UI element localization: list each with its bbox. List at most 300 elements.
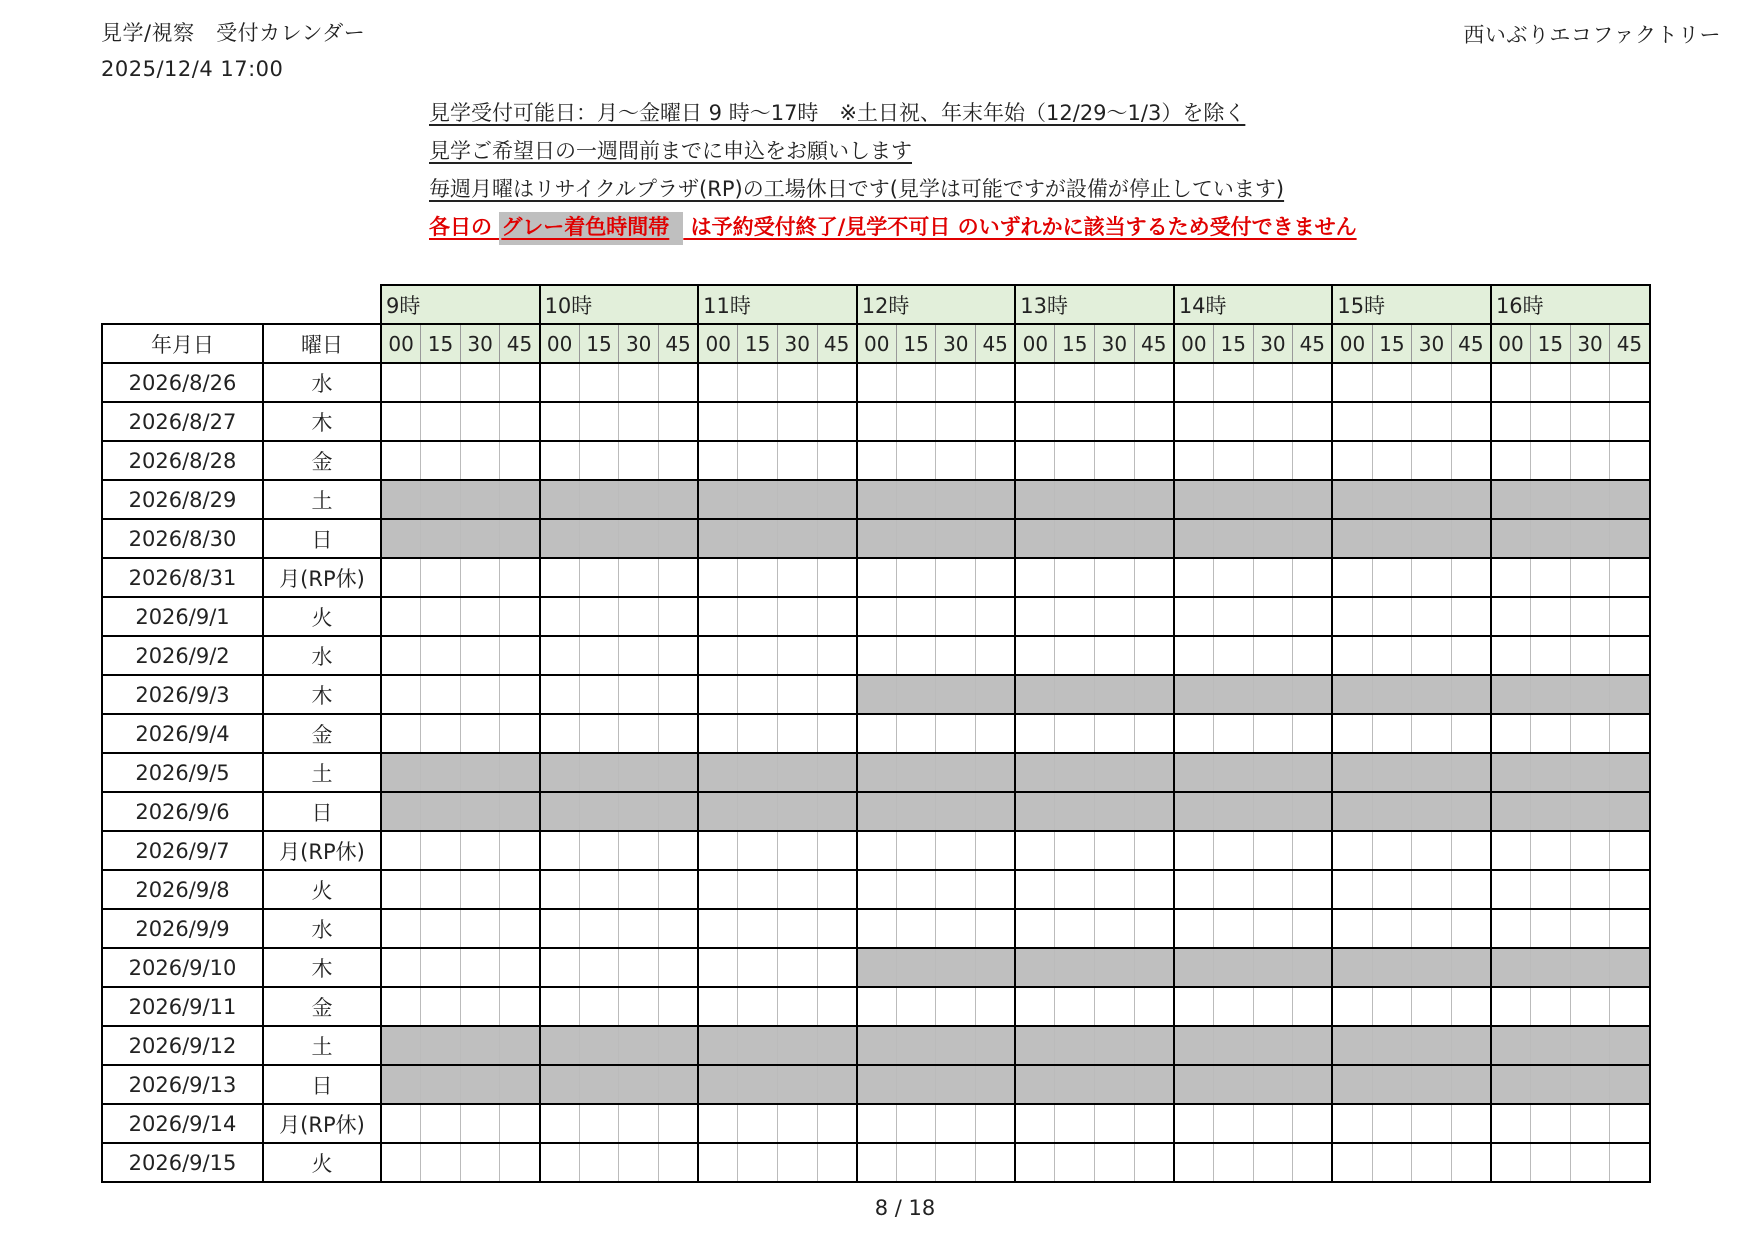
open-slot [1174,441,1214,480]
closed-slot [381,1065,421,1104]
open-slot [1293,636,1333,675]
open-slot [619,987,659,1026]
closed-slot [698,519,738,558]
date-cell: 2026/9/13 [102,1065,263,1104]
open-slot [1570,441,1610,480]
closed-slot [1570,792,1610,831]
closed-slot [1293,1065,1333,1104]
open-slot [381,714,421,753]
open-slot [460,714,500,753]
open-slot [1055,402,1095,441]
open-slot [381,831,421,870]
closed-slot [777,480,817,519]
open-slot [619,363,659,402]
date-cell: 2026/9/12 [102,1026,263,1065]
open-slot [777,1104,817,1143]
open-slot [1451,1143,1491,1182]
open-slot [460,909,500,948]
open-slot [857,402,897,441]
closed-slot [1253,792,1293,831]
open-slot [777,870,817,909]
closed-slot [1015,1026,1055,1065]
open-slot [896,597,936,636]
closed-slot [738,519,778,558]
open-slot [1095,1104,1135,1143]
open-slot [460,597,500,636]
open-slot [1174,870,1214,909]
closed-slot [976,675,1016,714]
closed-slot [936,948,976,987]
open-slot [579,597,619,636]
open-slot [738,714,778,753]
closed-slot [857,1026,897,1065]
closed-slot [500,1026,540,1065]
open-slot [1531,636,1571,675]
closed-slot [579,792,619,831]
open-slot [1134,441,1174,480]
open-slot [777,402,817,441]
open-slot [658,363,698,402]
open-slot [857,636,897,675]
open-slot [1253,636,1293,675]
open-slot [1570,870,1610,909]
open-slot [1055,441,1095,480]
open-slot [1293,558,1333,597]
open-slot [1412,909,1452,948]
open-slot [1174,597,1214,636]
table-row [102,363,1650,402]
open-slot [777,714,817,753]
open-slot [698,1143,738,1182]
page-number: 8 / 18 [874,1196,936,1220]
open-slot [1531,402,1571,441]
open-slot [1134,363,1174,402]
open-slot [381,441,421,480]
notice-grey-closed [429,211,1357,241]
closed-slot [777,1026,817,1065]
open-slot [540,1143,580,1182]
open-slot [658,987,698,1026]
open-slot [619,714,659,753]
open-slot [1055,987,1095,1026]
closed-slot [1015,792,1055,831]
open-slot [1570,558,1610,597]
closed-slot [1015,753,1055,792]
open-slot [1253,870,1293,909]
closed-slot [658,1026,698,1065]
open-slot [1134,714,1174,753]
open-slot [500,402,540,441]
open-slot [1055,1104,1095,1143]
closed-slot [500,480,540,519]
open-slot [1174,1143,1214,1182]
closed-slot [1412,1026,1452,1065]
closed-slot [896,792,936,831]
closed-slot [1412,1065,1452,1104]
open-slot [1610,441,1650,480]
open-slot [1095,441,1135,480]
open-slot [777,363,817,402]
open-slot [1332,1104,1372,1143]
closed-slot [857,948,897,987]
open-slot [421,675,461,714]
open-slot [1332,1143,1372,1182]
open-slot [1253,831,1293,870]
closed-slot [1610,753,1650,792]
closed-slot [698,753,738,792]
closed-slot [1055,753,1095,792]
open-slot [579,870,619,909]
open-slot [1610,714,1650,753]
table-row [102,1065,1650,1104]
open-slot [658,831,698,870]
closed-slot [1412,792,1452,831]
open-slot [1451,636,1491,675]
closed-slot [1332,1065,1372,1104]
closed-slot [1531,675,1571,714]
closed-slot [381,753,421,792]
open-slot [1531,558,1571,597]
open-slot [1451,831,1491,870]
minute-header: 45 [1293,324,1333,363]
open-slot [1095,636,1135,675]
closed-slot [1491,792,1531,831]
closed-slot [1015,519,1055,558]
closed-slot [698,480,738,519]
closed-slot [619,1026,659,1065]
closed-slot [1213,1065,1253,1104]
open-slot [817,636,857,675]
open-slot [500,714,540,753]
minute-header-row [102,324,1650,363]
open-slot [936,714,976,753]
open-slot [1451,1104,1491,1143]
closed-slot [619,480,659,519]
open-slot [421,831,461,870]
open-slot [658,441,698,480]
closed-slot [896,753,936,792]
open-slot [1055,714,1095,753]
open-slot [1293,1143,1333,1182]
minute-header: 15 [1213,324,1253,363]
closed-slot [936,792,976,831]
open-slot [1570,1143,1610,1182]
date-column-header: 年月日 [102,324,263,363]
minute-header: 45 [500,324,540,363]
open-slot [1253,558,1293,597]
closed-slot [738,480,778,519]
closed-slot [1491,753,1531,792]
open-slot [500,597,540,636]
date-cell: 2026/9/4 [102,714,263,753]
closed-slot [1372,753,1412,792]
weekday-cell: 金 [263,987,381,1026]
open-slot [500,441,540,480]
open-slot [1174,402,1214,441]
open-slot [619,675,659,714]
closed-slot [1451,948,1491,987]
open-slot [936,597,976,636]
closed-slot [1372,948,1412,987]
open-slot [579,402,619,441]
open-slot [1372,558,1412,597]
open-slot [1253,597,1293,636]
minute-header: 15 [1372,324,1412,363]
closed-slot [1095,675,1135,714]
date-cell: 2026/8/26 [102,363,263,402]
open-slot [976,714,1016,753]
open-slot [1412,987,1452,1026]
closed-slot [1134,1026,1174,1065]
weekday-cell: 月(RP休) [263,558,381,597]
open-slot [1332,402,1372,441]
open-slot [619,1143,659,1182]
closed-slot [540,753,580,792]
date-cell: 2026/9/7 [102,831,263,870]
closed-slot [1491,948,1531,987]
open-slot [857,1143,897,1182]
table-row [102,441,1650,480]
minute-header: 15 [738,324,778,363]
minute-header: 30 [619,324,659,363]
closed-slot [1451,480,1491,519]
closed-slot [1293,675,1333,714]
closed-slot [1293,753,1333,792]
open-slot [1055,831,1095,870]
open-slot [1610,558,1650,597]
open-slot [421,870,461,909]
weekday-cell: 木 [263,675,381,714]
hour-header: 10時 [540,285,699,324]
open-slot [1491,831,1531,870]
open-slot [1055,636,1095,675]
closed-slot [1531,1026,1571,1065]
open-slot [1531,909,1571,948]
date-cell: 2026/8/31 [102,558,263,597]
open-slot [738,597,778,636]
open-slot [500,870,540,909]
closed-slot [1174,753,1214,792]
open-slot [1095,558,1135,597]
closed-slot [777,753,817,792]
open-slot [1134,558,1174,597]
open-slot [857,441,897,480]
open-slot [1451,714,1491,753]
open-slot [738,870,778,909]
open-slot [1213,441,1253,480]
open-slot [817,870,857,909]
closed-slot [619,792,659,831]
open-slot [936,558,976,597]
notice-apply-deadline: 見学ご希望日の一週間前までに申込をお願いします [429,139,912,163]
open-slot [976,558,1016,597]
open-slot [540,714,580,753]
closed-slot [1610,480,1650,519]
open-slot [1213,1104,1253,1143]
open-slot [540,558,580,597]
open-slot [1372,831,1412,870]
open-slot [381,909,421,948]
closed-slot [500,792,540,831]
open-slot [1372,1143,1412,1182]
date-cell: 2026/9/14 [102,1104,263,1143]
closed-slot [1293,519,1333,558]
closed-slot [381,519,421,558]
closed-slot [1293,948,1333,987]
open-slot [579,675,619,714]
open-slot [1293,714,1333,753]
open-slot [857,909,897,948]
minute-header: 45 [976,324,1016,363]
closed-slot [1134,480,1174,519]
closed-slot [460,792,500,831]
closed-slot [1491,1026,1531,1065]
open-slot [658,714,698,753]
date-cell: 2026/9/1 [102,597,263,636]
open-slot [698,1104,738,1143]
closed-slot [1134,675,1174,714]
closed-slot [936,675,976,714]
weekday-cell: 火 [263,870,381,909]
closed-slot [1372,675,1412,714]
open-slot [857,870,897,909]
open-slot [1134,597,1174,636]
open-slot [1451,909,1491,948]
open-slot [896,831,936,870]
open-slot [1412,1143,1452,1182]
open-slot [1015,870,1055,909]
weekday-cell: 金 [263,441,381,480]
notice-grey-post: は予約受付終了/見学不可日 のいずれかに該当するため受付できません [683,215,1357,239]
closed-slot [1491,519,1531,558]
closed-slot [976,948,1016,987]
minute-header: 00 [381,324,421,363]
open-slot [1134,870,1174,909]
open-slot [421,441,461,480]
open-slot [936,1143,976,1182]
open-slot [421,597,461,636]
open-slot [579,909,619,948]
closed-slot [1015,948,1055,987]
open-slot [421,1104,461,1143]
open-slot [698,870,738,909]
open-slot [698,363,738,402]
weekday-cell: 水 [263,909,381,948]
closed-slot [1332,753,1372,792]
open-slot [936,441,976,480]
minute-header: 00 [1491,324,1531,363]
open-slot [1491,558,1531,597]
open-slot [976,1143,1016,1182]
open-slot [698,558,738,597]
open-slot [540,597,580,636]
open-slot [1332,909,1372,948]
open-slot [1253,987,1293,1026]
closed-slot [1332,519,1372,558]
closed-slot [1451,792,1491,831]
open-slot [1174,636,1214,675]
hour-header: 13時 [1015,285,1174,324]
closed-slot [1095,519,1135,558]
closed-slot [1213,948,1253,987]
closed-slot [1372,1026,1412,1065]
open-slot [658,948,698,987]
date-cell: 2026/8/29 [102,480,263,519]
closed-slot [1332,1026,1372,1065]
closed-slot [1134,753,1174,792]
closed-slot [896,1026,936,1065]
open-slot [1451,441,1491,480]
open-slot [1412,1104,1452,1143]
open-slot [777,675,817,714]
open-slot [976,597,1016,636]
open-slot [777,948,817,987]
open-slot [1332,714,1372,753]
open-slot [619,1104,659,1143]
weekday-cell: 火 [263,597,381,636]
open-slot [1372,363,1412,402]
closed-slot [579,1065,619,1104]
open-slot [460,441,500,480]
open-slot [936,870,976,909]
open-slot [896,402,936,441]
open-slot [658,1104,698,1143]
open-slot [738,363,778,402]
minute-header: 30 [936,324,976,363]
date-cell: 2026/8/28 [102,441,263,480]
open-slot [1610,1143,1650,1182]
open-slot [540,363,580,402]
closed-slot [1332,675,1372,714]
closed-slot [1055,1065,1095,1104]
open-slot [817,1143,857,1182]
minute-header: 00 [1332,324,1372,363]
open-slot [540,948,580,987]
closed-slot [1531,948,1571,987]
closed-slot [777,1065,817,1104]
open-slot [619,831,659,870]
weekday-cell: 土 [263,1026,381,1065]
minute-header: 00 [1174,324,1214,363]
open-slot [1213,558,1253,597]
open-slot [1213,987,1253,1026]
closed-slot [1491,480,1531,519]
open-slot [1293,441,1333,480]
open-slot [896,363,936,402]
open-slot [619,636,659,675]
open-slot [460,636,500,675]
date-cell: 2026/9/8 [102,870,263,909]
open-slot [500,1104,540,1143]
open-slot [460,948,500,987]
closed-slot [1570,675,1610,714]
open-slot [936,636,976,675]
closed-slot [579,753,619,792]
closed-slot [1570,519,1610,558]
open-slot [1213,1143,1253,1182]
minute-header: 15 [579,324,619,363]
open-slot [1451,597,1491,636]
closed-slot [579,519,619,558]
open-slot [1174,363,1214,402]
open-slot [698,675,738,714]
open-slot [777,831,817,870]
open-slot [976,909,1016,948]
open-slot [1531,363,1571,402]
hour-header: 12時 [857,285,1016,324]
open-slot [698,909,738,948]
closed-slot [896,519,936,558]
